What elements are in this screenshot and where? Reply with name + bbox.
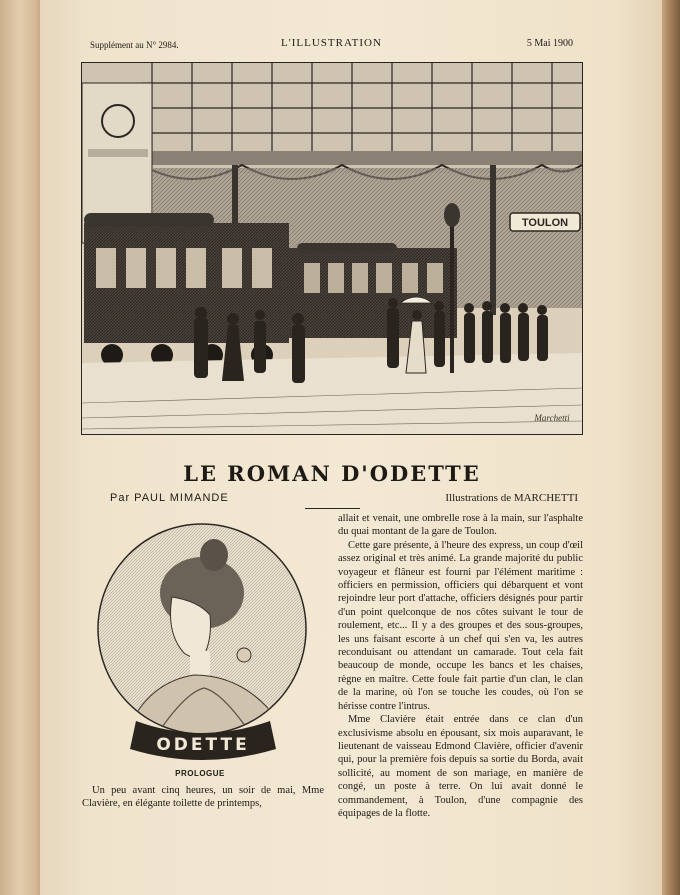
page-edge — [662, 0, 680, 895]
book-spine — [0, 0, 44, 895]
station-sign: TOULON — [521, 217, 569, 229]
byline-illustrator: Illustrations de MARCHETTI — [445, 492, 578, 504]
station-engraving — [82, 63, 582, 434]
station-illustration — [81, 62, 583, 435]
running-header — [90, 38, 573, 54]
portrait-engraving — [94, 523, 310, 765]
prologue-heading: PROLOGUE — [175, 769, 225, 778]
portrait-label: ODETTE — [156, 735, 250, 755]
article-title: LE ROMAN D'ODETTE — [183, 461, 481, 486]
prologue-paragraph: Un peu avant cinq heures, un soir de mai, Mme Clavière, en élégante toilette de printemps, — [82, 785, 324, 809]
header-masthead: L'ILLUSTRATION — [281, 37, 382, 49]
body-paragraph-1: allait et venait, une ombrelle rose à la main, sur l'asphalte du quai montant de la gare de Toulon. — [338, 513, 583, 538]
body-paragraph-2: Cette gare présente, à l'heure des express, un coup d'œil assez original et très animé. La grande majorité du public voyageur et flâneur est fourni par l'élément maritime : officiers en permission, officiers qui débarquent et vont rejoindre leur port d'attache, officiers désignés pour partir d'un point quelconque de nos côtes suivant le tour de roulement, etc... Il y a des groupes et des sous-groupes, les uns faisant escorte à un chef qui s'en va, les autres reconduisant ou attendant un camarade. Tout cela fait beaucoup de monde, occupe les bancs et les chaises, règne en maître. Cette foule fait partie d'un clan, le clan de la marine, où l'on se touche les coudes, où l'on se hérisse contre l'intrus. — [338, 539, 583, 712]
odette-portrait — [94, 523, 310, 765]
right-column — [338, 512, 583, 820]
header-date: 5 Mai 1900 — [526, 38, 573, 49]
body-paragraph-3: Mme Clavière était entrée dans ce clan d'un exclusivisme absolu en épousant, six mois auparavant, le lieutenant de vaisseau Edmond Clavière, officier d'avenir qui, pour la première fois depuis sa sortie du Borda, avait sollicité, au moment de son mariage, en manière de congé, un poste à terre. On lui avait donné le commandement, à Toulon, d'une compagnie des équipages de la flotte. — [338, 714, 583, 819]
byline-author: Par PAUL MIMANDE — [110, 492, 229, 504]
artist-signature: Marchetti — [534, 413, 570, 423]
left-column — [82, 784, 324, 810]
title-rule — [305, 508, 360, 509]
header-issue: Supplément au N° 2984. — [90, 40, 179, 50]
